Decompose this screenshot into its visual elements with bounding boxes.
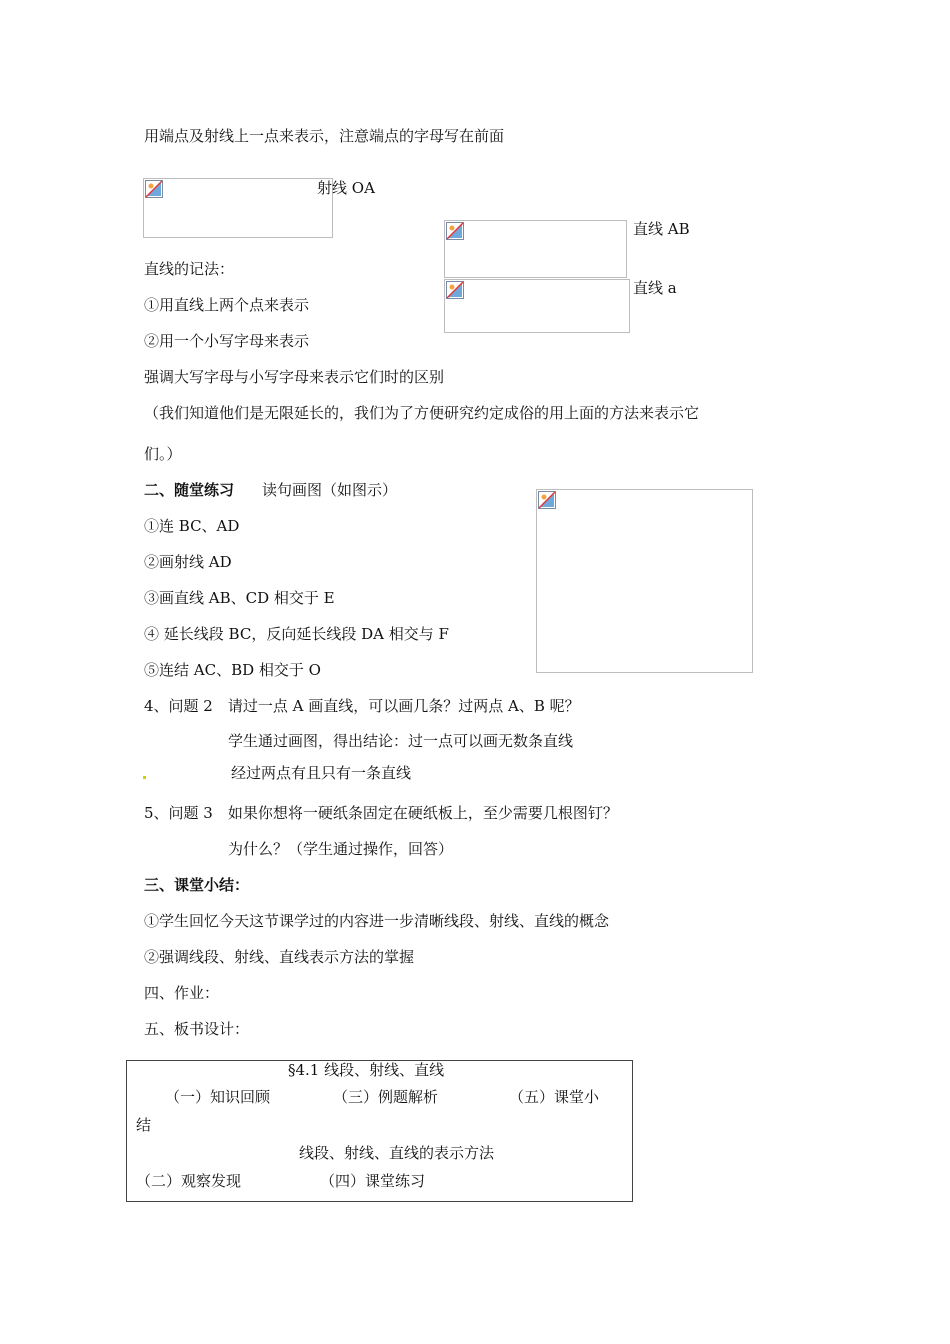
text-line: ③画直线 AB、CD 相交于 E bbox=[144, 589, 335, 607]
text-line: ①连 BC、AD bbox=[144, 517, 240, 535]
line-a-image bbox=[444, 279, 630, 333]
text-line: ④ 延长线段 BC，反向延长线段 DA 相交与 F bbox=[144, 625, 449, 643]
board-item: （一）知识回顾 bbox=[165, 1088, 271, 1106]
board-item: （五）课堂小 bbox=[509, 1088, 600, 1106]
text-line: ②画射线 AD bbox=[144, 553, 232, 571]
board-item: （二）观察发现 bbox=[136, 1172, 242, 1190]
margin-dot bbox=[143, 776, 146, 779]
text-line: 学生通过画图，得出结论：过一点可以画无数条直线 bbox=[228, 732, 574, 750]
text-line: ①学生回忆今天这节课学过的内容进一步清晰线段、射线、直线的概念 bbox=[144, 912, 610, 930]
board-title: §4.1 线段、射线、直线 bbox=[288, 1061, 445, 1079]
text-line: （我们知道他们是无限延长的，我们为了方便研究约定成俗的用上面的方法来表示它 bbox=[144, 404, 700, 422]
ray-figure-image bbox=[143, 178, 333, 238]
exercise-figure-image bbox=[536, 489, 753, 673]
text-line: 经过两点有且只有一条直线 bbox=[231, 764, 412, 782]
text-line: 用端点及射线上一点来表示，注意端点的字母写在前面 bbox=[144, 127, 505, 145]
line-ab-image bbox=[444, 220, 627, 278]
text-line: ②用一个小写字母来表示 bbox=[144, 332, 310, 350]
text-line: ①用直线上两个点来表示 bbox=[144, 296, 310, 314]
board-item: 结 bbox=[136, 1116, 152, 1134]
text-line: 4、问题 2 请过一点 A 画直线，可以画几条？过两点 A、B 呢？ bbox=[144, 697, 580, 715]
text-line: 强调大写字母与小写字母来表示它们时的区别 bbox=[144, 368, 445, 386]
broken-image-icon bbox=[538, 491, 556, 509]
text-line: ②强调线段、射线、直线表示方法的掌握 bbox=[144, 948, 415, 966]
board-item: 线段、射线、直线的表示方法 bbox=[299, 1144, 495, 1162]
board-item: （四）课堂练习 bbox=[320, 1172, 426, 1190]
section-heading: 二、随堂练习 bbox=[144, 481, 235, 499]
broken-image-icon bbox=[145, 180, 163, 198]
broken-image-icon bbox=[446, 281, 464, 299]
line-ab-label: 直线 AB bbox=[633, 220, 690, 238]
line-a-label: 直线 a bbox=[633, 279, 677, 297]
text-line: 直线的记法： bbox=[144, 260, 235, 278]
board-item: （三）例题解析 bbox=[333, 1088, 439, 1106]
section-heading: 三、课堂小结： bbox=[144, 876, 250, 894]
text-line: ⑤连结 AC、BD 相交于 O bbox=[144, 661, 321, 679]
text-line: 们。） bbox=[144, 445, 182, 463]
broken-image-icon bbox=[446, 222, 464, 240]
ray-oa-label: 射线 OA bbox=[317, 179, 375, 197]
text-line: 为什么？（学生通过操作，回答） bbox=[228, 840, 454, 858]
text-line: 5、问题 3 如果你想将一硬纸条固定在硬纸板上，至少需要几根图钉？ bbox=[144, 804, 618, 822]
section-heading: 五、板书设计： bbox=[144, 1020, 250, 1038]
text-line: 读句画图（如图示） bbox=[262, 481, 398, 499]
section-heading: 四、作业： bbox=[144, 984, 220, 1002]
